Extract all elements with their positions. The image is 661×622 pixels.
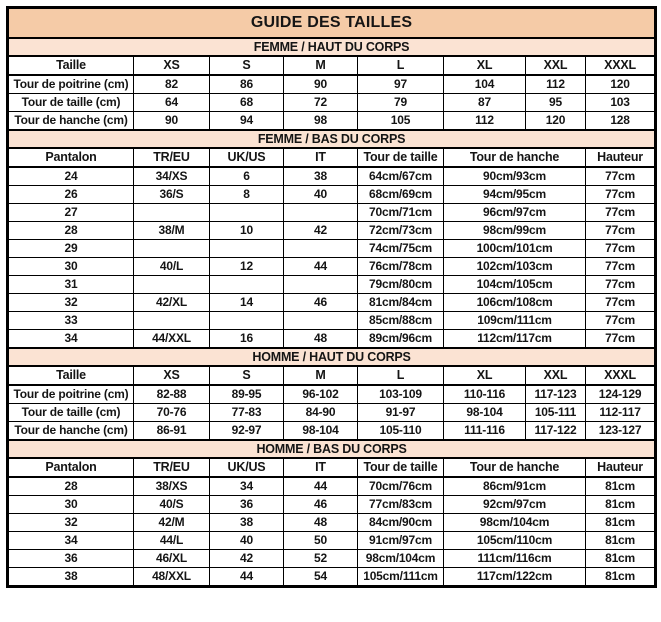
column-header: S [210, 366, 284, 385]
data-cell: 38/M [134, 222, 210, 240]
column-header: XXXL [586, 366, 656, 385]
section-band [8, 130, 656, 148]
data-cell: 48/XXL [134, 568, 210, 587]
data-cell: 112 [526, 75, 586, 94]
data-cell: 86 [210, 75, 284, 94]
data-cell: 90cm/93cm [444, 167, 586, 186]
data-cell: 123-127 [586, 422, 656, 441]
data-cell: 38 [210, 514, 284, 532]
column-header: Tour de taille [358, 458, 444, 477]
row-label: Tour de taille (cm) [8, 404, 134, 422]
data-cell: 44/L [134, 532, 210, 550]
row-label: 29 [8, 240, 134, 258]
table-row [8, 240, 656, 258]
data-cell [210, 312, 284, 330]
data-cell: 87 [444, 94, 526, 112]
data-cell [210, 204, 284, 222]
data-cell [134, 276, 210, 294]
section-heading: FEMME / HAUT DU CORPS [8, 38, 656, 56]
column-header: M [284, 56, 358, 75]
table-row [8, 294, 656, 312]
data-cell: 90 [134, 112, 210, 131]
section-heading: FEMME / BAS DU CORPS [8, 130, 656, 148]
data-cell: 42 [284, 222, 358, 240]
data-cell: 64 [134, 94, 210, 112]
table-row [8, 222, 656, 240]
data-cell: 8 [210, 186, 284, 204]
section-heading: HOMME / HAUT DU CORPS [8, 348, 656, 366]
table-row [8, 112, 656, 131]
data-cell: 98 [284, 112, 358, 131]
data-cell: 77cm [586, 186, 656, 204]
data-cell: 77cm/83cm [358, 496, 444, 514]
data-cell: 72cm/73cm [358, 222, 444, 240]
data-cell: 89-95 [210, 385, 284, 404]
data-cell: 36/S [134, 186, 210, 204]
table-row [8, 422, 656, 441]
data-cell: 103 [586, 94, 656, 112]
data-cell [284, 276, 358, 294]
title-row [8, 8, 656, 39]
data-cell: 89cm/96cm [358, 330, 444, 349]
column-header: Hauteur [586, 458, 656, 477]
data-cell: 98cm/99cm [444, 222, 586, 240]
data-cell: 92-97 [210, 422, 284, 441]
data-cell: 54 [284, 568, 358, 587]
data-cell: 42/M [134, 514, 210, 532]
data-cell: 38/XS [134, 477, 210, 496]
data-cell: 117-123 [526, 385, 586, 404]
data-cell: 16 [210, 330, 284, 349]
data-cell: 77cm [586, 167, 656, 186]
data-cell: 98-104 [284, 422, 358, 441]
column-header: UK/US [210, 148, 284, 167]
data-cell: 70-76 [134, 404, 210, 422]
data-cell [284, 312, 358, 330]
table-row [8, 496, 656, 514]
column-header: XS [134, 366, 210, 385]
data-cell: 46 [284, 294, 358, 312]
data-cell: 40/L [134, 258, 210, 276]
table-row [8, 167, 656, 186]
data-cell: 14 [210, 294, 284, 312]
data-cell: 111-116 [444, 422, 526, 441]
data-cell: 120 [526, 112, 586, 131]
row-label: Tour de poitrine (cm) [8, 75, 134, 94]
data-cell: 92cm/97cm [444, 496, 586, 514]
data-cell: 86-91 [134, 422, 210, 441]
data-cell: 77cm [586, 222, 656, 240]
data-cell: 38 [284, 167, 358, 186]
column-header: XXXL [586, 56, 656, 75]
data-cell: 84-90 [284, 404, 358, 422]
row-label: Tour de hanche (cm) [8, 112, 134, 131]
data-cell: 112cm/117cm [444, 330, 586, 349]
row-label: Tour de taille (cm) [8, 94, 134, 112]
table-row [8, 75, 656, 94]
table-row [8, 186, 656, 204]
data-cell [284, 240, 358, 258]
data-cell: 81cm [586, 477, 656, 496]
data-cell: 79cm/80cm [358, 276, 444, 294]
row-label: 33 [8, 312, 134, 330]
data-cell: 85cm/88cm [358, 312, 444, 330]
column-header: Tour de hanche [444, 148, 586, 167]
column-header: IT [284, 148, 358, 167]
column-header: Hauteur [586, 148, 656, 167]
data-cell: 74cm/75cm [358, 240, 444, 258]
data-cell: 104cm/105cm [444, 276, 586, 294]
data-cell: 42 [210, 550, 284, 568]
data-cell: 77cm [586, 240, 656, 258]
data-cell: 70cm/71cm [358, 204, 444, 222]
data-cell: 94cm/95cm [444, 186, 586, 204]
row-label: 27 [8, 204, 134, 222]
data-cell: 48 [284, 514, 358, 532]
data-cell [284, 204, 358, 222]
data-cell: 128 [586, 112, 656, 131]
data-cell: 98-104 [444, 404, 526, 422]
data-cell: 34 [210, 477, 284, 496]
row-label: 32 [8, 514, 134, 532]
data-cell: 97 [358, 75, 444, 94]
data-cell: 34/XS [134, 167, 210, 186]
data-cell [210, 276, 284, 294]
size-guide-body [8, 8, 656, 587]
table-row [8, 330, 656, 349]
table-row [8, 550, 656, 568]
section-band [8, 348, 656, 366]
data-cell: 77-83 [210, 404, 284, 422]
data-cell: 109cm/111cm [444, 312, 586, 330]
column-header: XS [134, 56, 210, 75]
data-cell: 79 [358, 94, 444, 112]
data-cell: 120 [586, 75, 656, 94]
data-cell: 96-102 [284, 385, 358, 404]
row-label: 30 [8, 496, 134, 514]
data-cell: 50 [284, 532, 358, 550]
data-cell [210, 240, 284, 258]
data-cell: 77cm [586, 312, 656, 330]
data-cell: 86cm/91cm [444, 477, 586, 496]
data-cell: 81cm/84cm [358, 294, 444, 312]
data-cell [134, 240, 210, 258]
data-cell: 82 [134, 75, 210, 94]
page-title: GUIDE DES TAILLES [8, 8, 656, 39]
data-cell: 111cm/116cm [444, 550, 586, 568]
data-cell: 76cm/78cm [358, 258, 444, 276]
data-cell: 81cm [586, 514, 656, 532]
data-cell: 81cm [586, 532, 656, 550]
data-cell: 95 [526, 94, 586, 112]
column-header: Taille [8, 366, 134, 385]
data-cell: 98cm/104cm [358, 550, 444, 568]
data-cell: 98cm/104cm [444, 514, 586, 532]
table-row [8, 204, 656, 222]
row-label: 34 [8, 532, 134, 550]
data-cell: 40/S [134, 496, 210, 514]
row-label: Tour de hanche (cm) [8, 422, 134, 441]
data-cell: 102cm/103cm [444, 258, 586, 276]
column-header: IT [284, 458, 358, 477]
data-cell: 105cm/111cm [358, 568, 444, 587]
data-cell: 117cm/122cm [444, 568, 586, 587]
row-label: 28 [8, 222, 134, 240]
row-label: 28 [8, 477, 134, 496]
data-cell: 52 [284, 550, 358, 568]
row-label: 31 [8, 276, 134, 294]
data-cell: 117-122 [526, 422, 586, 441]
data-cell: 91-97 [358, 404, 444, 422]
column-header: M [284, 366, 358, 385]
header-row [8, 366, 656, 385]
column-header: Taille [8, 56, 134, 75]
row-label: 32 [8, 294, 134, 312]
data-cell: 10 [210, 222, 284, 240]
data-cell: 90 [284, 75, 358, 94]
data-cell: 124-129 [586, 385, 656, 404]
data-cell: 68cm/69cm [358, 186, 444, 204]
data-cell: 96cm/97cm [444, 204, 586, 222]
column-header: Tour de taille [358, 148, 444, 167]
data-cell: 48 [284, 330, 358, 349]
data-cell: 44 [284, 477, 358, 496]
column-header: Pantalon [8, 148, 134, 167]
column-header: TR/EU [134, 458, 210, 477]
data-cell: 82-88 [134, 385, 210, 404]
row-label: 34 [8, 330, 134, 349]
data-cell: 77cm [586, 204, 656, 222]
column-header: XXL [526, 56, 586, 75]
data-cell: 91cm/97cm [358, 532, 444, 550]
column-header: TR/EU [134, 148, 210, 167]
data-cell: 100cm/101cm [444, 240, 586, 258]
data-cell: 112-117 [586, 404, 656, 422]
row-label: 38 [8, 568, 134, 587]
column-header: L [358, 56, 444, 75]
column-header: Pantalon [8, 458, 134, 477]
data-cell: 36 [210, 496, 284, 514]
data-cell: 6 [210, 167, 284, 186]
data-cell: 84cm/90cm [358, 514, 444, 532]
data-cell [134, 312, 210, 330]
table-row [8, 514, 656, 532]
table-row [8, 258, 656, 276]
data-cell: 44 [210, 568, 284, 587]
data-cell: 105cm/110cm [444, 532, 586, 550]
section-band [8, 440, 656, 458]
data-cell [134, 204, 210, 222]
data-cell: 68 [210, 94, 284, 112]
row-label: 30 [8, 258, 134, 276]
table-row [8, 312, 656, 330]
data-cell: 77cm [586, 258, 656, 276]
row-label: Tour de poitrine (cm) [8, 385, 134, 404]
header-row [8, 56, 656, 75]
data-cell: 44 [284, 258, 358, 276]
data-cell: 40 [284, 186, 358, 204]
data-cell: 70cm/76cm [358, 477, 444, 496]
column-header: XL [444, 56, 526, 75]
data-cell: 103-109 [358, 385, 444, 404]
table-row [8, 94, 656, 112]
table-row [8, 477, 656, 496]
row-label: 24 [8, 167, 134, 186]
data-cell: 105 [358, 112, 444, 131]
table-row [8, 385, 656, 404]
column-header: L [358, 366, 444, 385]
data-cell: 105-111 [526, 404, 586, 422]
table-row [8, 404, 656, 422]
data-cell: 46 [284, 496, 358, 514]
data-cell: 44/XXL [134, 330, 210, 349]
column-header: XL [444, 366, 526, 385]
data-cell: 81cm [586, 550, 656, 568]
column-header: UK/US [210, 458, 284, 477]
row-label: 36 [8, 550, 134, 568]
data-cell: 112 [444, 112, 526, 131]
data-cell: 77cm [586, 276, 656, 294]
column-header: XXL [526, 366, 586, 385]
header-row [8, 148, 656, 167]
size-guide-table [6, 6, 657, 588]
data-cell: 40 [210, 532, 284, 550]
table-row [8, 276, 656, 294]
data-cell: 12 [210, 258, 284, 276]
column-header: S [210, 56, 284, 75]
section-heading: HOMME / BAS DU CORPS [8, 440, 656, 458]
data-cell: 42/XL [134, 294, 210, 312]
data-cell: 77cm [586, 330, 656, 349]
data-cell: 46/XL [134, 550, 210, 568]
section-band [8, 38, 656, 56]
table-row [8, 532, 656, 550]
data-cell: 105-110 [358, 422, 444, 441]
data-cell: 94 [210, 112, 284, 131]
data-cell: 106cm/108cm [444, 294, 586, 312]
table-row [8, 568, 656, 587]
row-label: 26 [8, 186, 134, 204]
data-cell: 81cm [586, 496, 656, 514]
data-cell: 110-116 [444, 385, 526, 404]
data-cell: 64cm/67cm [358, 167, 444, 186]
header-row [8, 458, 656, 477]
data-cell: 72 [284, 94, 358, 112]
data-cell: 81cm [586, 568, 656, 587]
column-header: Tour de hanche [444, 458, 586, 477]
data-cell: 77cm [586, 294, 656, 312]
data-cell: 104 [444, 75, 526, 94]
